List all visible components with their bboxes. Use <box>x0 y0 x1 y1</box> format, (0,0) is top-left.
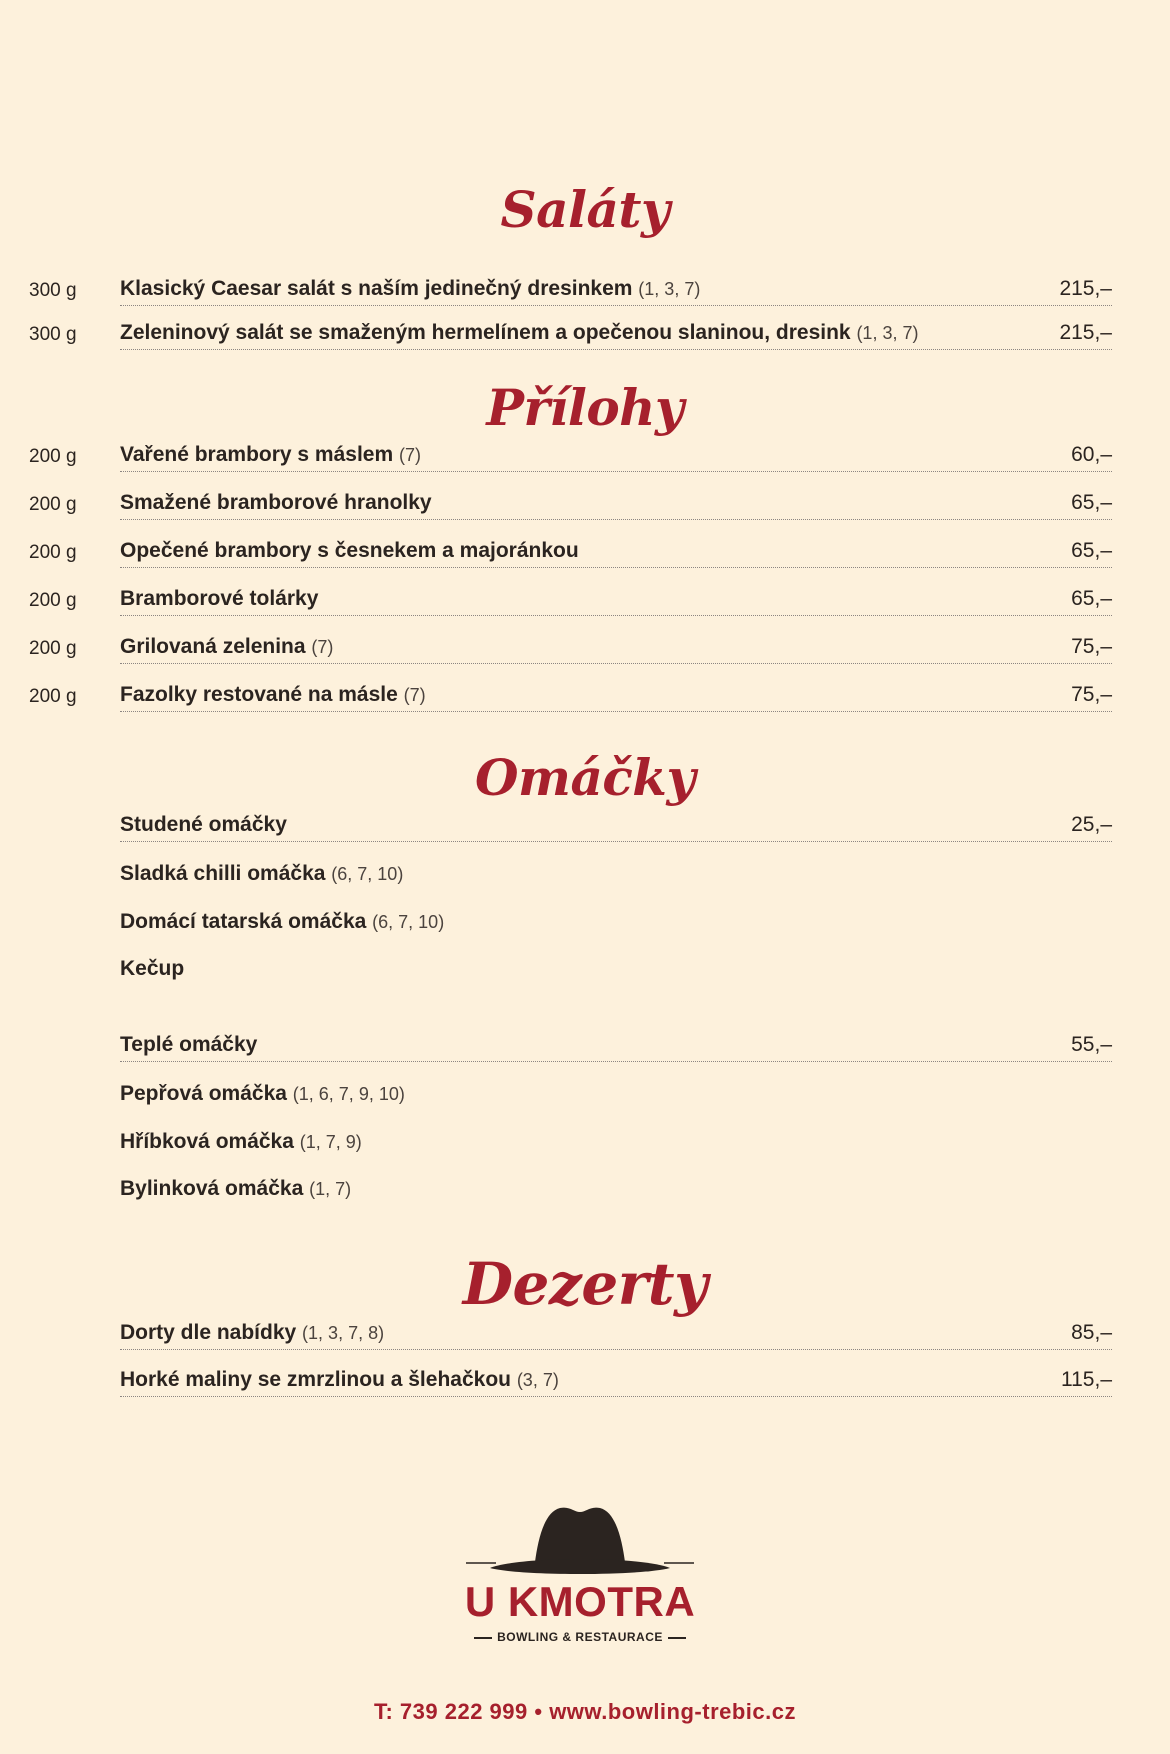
item-name: Pepřová omáčka (1, 6, 7, 9, 10) <box>120 1082 405 1105</box>
item-price: 25,– <box>1071 813 1112 836</box>
item-line <box>120 1366 1112 1397</box>
item-allergens: (6, 7, 10) <box>331 864 404 884</box>
item-line <box>120 537 1112 568</box>
item-name: Grilovaná zelenina (7) <box>120 635 334 658</box>
item-price: 75,– <box>1071 635 1112 658</box>
item-allergens: (1, 3, 7) <box>856 323 919 343</box>
menu-item <box>0 270 1170 306</box>
item-weight: 200 g <box>29 494 77 515</box>
section-title-salaty: Saláty <box>500 180 670 239</box>
item-name: Sladká chilli omáčka (6, 7, 10) <box>120 862 404 885</box>
item-name: Dorty dle nabídky (1, 3, 7, 8) <box>120 1321 385 1344</box>
menu-item <box>0 532 1170 568</box>
item-weight: 200 g <box>29 686 77 707</box>
item-price: 215,– <box>1059 277 1112 300</box>
item-name: Vařené brambory s máslem (7) <box>120 443 421 466</box>
section-title-omacky: Omáčky <box>475 748 695 807</box>
item-name: Teplé omáčky <box>120 1033 258 1056</box>
section-title-prilohy: Přílohy <box>486 378 684 437</box>
item-name: Studené omáčky <box>120 813 287 836</box>
item-name: Fazolky restované na másle (7) <box>120 683 426 706</box>
item-weight: 200 g <box>29 638 77 659</box>
item-allergens: (7) <box>311 637 334 657</box>
menu-item <box>0 314 1170 350</box>
sauce-group-header <box>0 806 1170 842</box>
item-name: Klasický Caesar salát s naším jedinečný dresinkem (1, 3, 7) <box>120 277 701 300</box>
item-weight: 200 g <box>29 590 77 611</box>
footer-contact: T: 739 222 999 • www.bowling-trebic.cz <box>373 1699 796 1724</box>
item-line <box>120 681 1112 712</box>
item-line <box>120 1319 1112 1350</box>
hat-icon <box>460 1500 700 1580</box>
menu-item <box>0 484 1170 520</box>
item-line <box>120 633 1112 664</box>
item-name: Opečené brambory s česnekem a majoránkou <box>120 539 579 562</box>
logo-subtitle: BOWLING & RESTAURACE <box>460 1630 700 1644</box>
item-price: 65,– <box>1071 491 1112 514</box>
item-name: Bylinková omáčka (1, 7) <box>120 1177 352 1200</box>
item-line <box>120 811 1112 842</box>
item-name: Bramborové tolárky <box>120 587 319 610</box>
logo-name: U KMOTRA <box>464 1578 696 1625</box>
item-allergens: (1, 3, 7) <box>638 279 701 299</box>
item-weight: 200 g <box>29 446 77 467</box>
section-title-dezerty: Dezerty <box>462 1250 708 1318</box>
sauce-item <box>0 1122 1170 1158</box>
item-price: 65,– <box>1071 587 1112 610</box>
sauce-item <box>0 1169 1170 1205</box>
item-allergens: (1, 3, 7, 8) <box>302 1323 385 1343</box>
sauce-group-header <box>0 1026 1170 1062</box>
item-price: 85,– <box>1071 1321 1112 1344</box>
item-allergens: (6, 7, 10) <box>372 912 445 932</box>
item-price: 75,– <box>1071 683 1112 706</box>
item-price: 60,– <box>1071 443 1112 466</box>
item-weight: 300 g <box>29 280 77 301</box>
item-price: 65,– <box>1071 539 1112 562</box>
item-line <box>120 585 1112 616</box>
item-allergens: (1, 6, 7, 9, 10) <box>292 1084 405 1104</box>
menu-item <box>0 628 1170 664</box>
menu-item <box>0 676 1170 712</box>
item-name: Kečup <box>120 957 185 980</box>
sauce-item <box>0 1074 1170 1110</box>
item-name: Domácí tatarská omáčka (6, 7, 10) <box>120 910 445 933</box>
item-allergens: (1, 7, 9) <box>299 1132 362 1152</box>
menu-item <box>0 580 1170 616</box>
item-name: Horké maliny se zmrzlinou a šlehačkou (3, 7) <box>120 1368 559 1391</box>
item-allergens: (1, 7) <box>309 1179 352 1199</box>
item-line <box>120 489 1112 520</box>
item-allergens: (7) <box>403 685 426 705</box>
item-name: Hříbková omáčka (1, 7, 9) <box>120 1130 362 1153</box>
item-weight: 200 g <box>29 542 77 563</box>
sauce-item <box>0 902 1170 938</box>
item-price: 115,– <box>1061 1368 1112 1391</box>
brand-logo <box>460 1500 700 1644</box>
sauce-item <box>0 949 1170 985</box>
item-line <box>120 1031 1112 1062</box>
item-line <box>120 275 1112 306</box>
item-weight: 300 g <box>29 324 77 345</box>
item-line <box>120 441 1112 472</box>
item-line <box>120 319 1112 350</box>
item-price: 215,– <box>1059 321 1112 344</box>
menu-item <box>0 1314 1170 1350</box>
item-allergens: (7) <box>399 445 421 465</box>
item-name: Smažené bramborové hranolky <box>120 491 432 514</box>
menu-item <box>0 436 1170 472</box>
sauce-item <box>0 854 1170 890</box>
item-allergens: (3, 7) <box>516 1370 559 1390</box>
item-price: 55,– <box>1071 1033 1112 1056</box>
item-name: Zeleninový salát se smaženým hermelínem a opečenou slaninou, dresink (1, 3, 7) <box>120 321 919 344</box>
menu-item <box>0 1361 1170 1397</box>
